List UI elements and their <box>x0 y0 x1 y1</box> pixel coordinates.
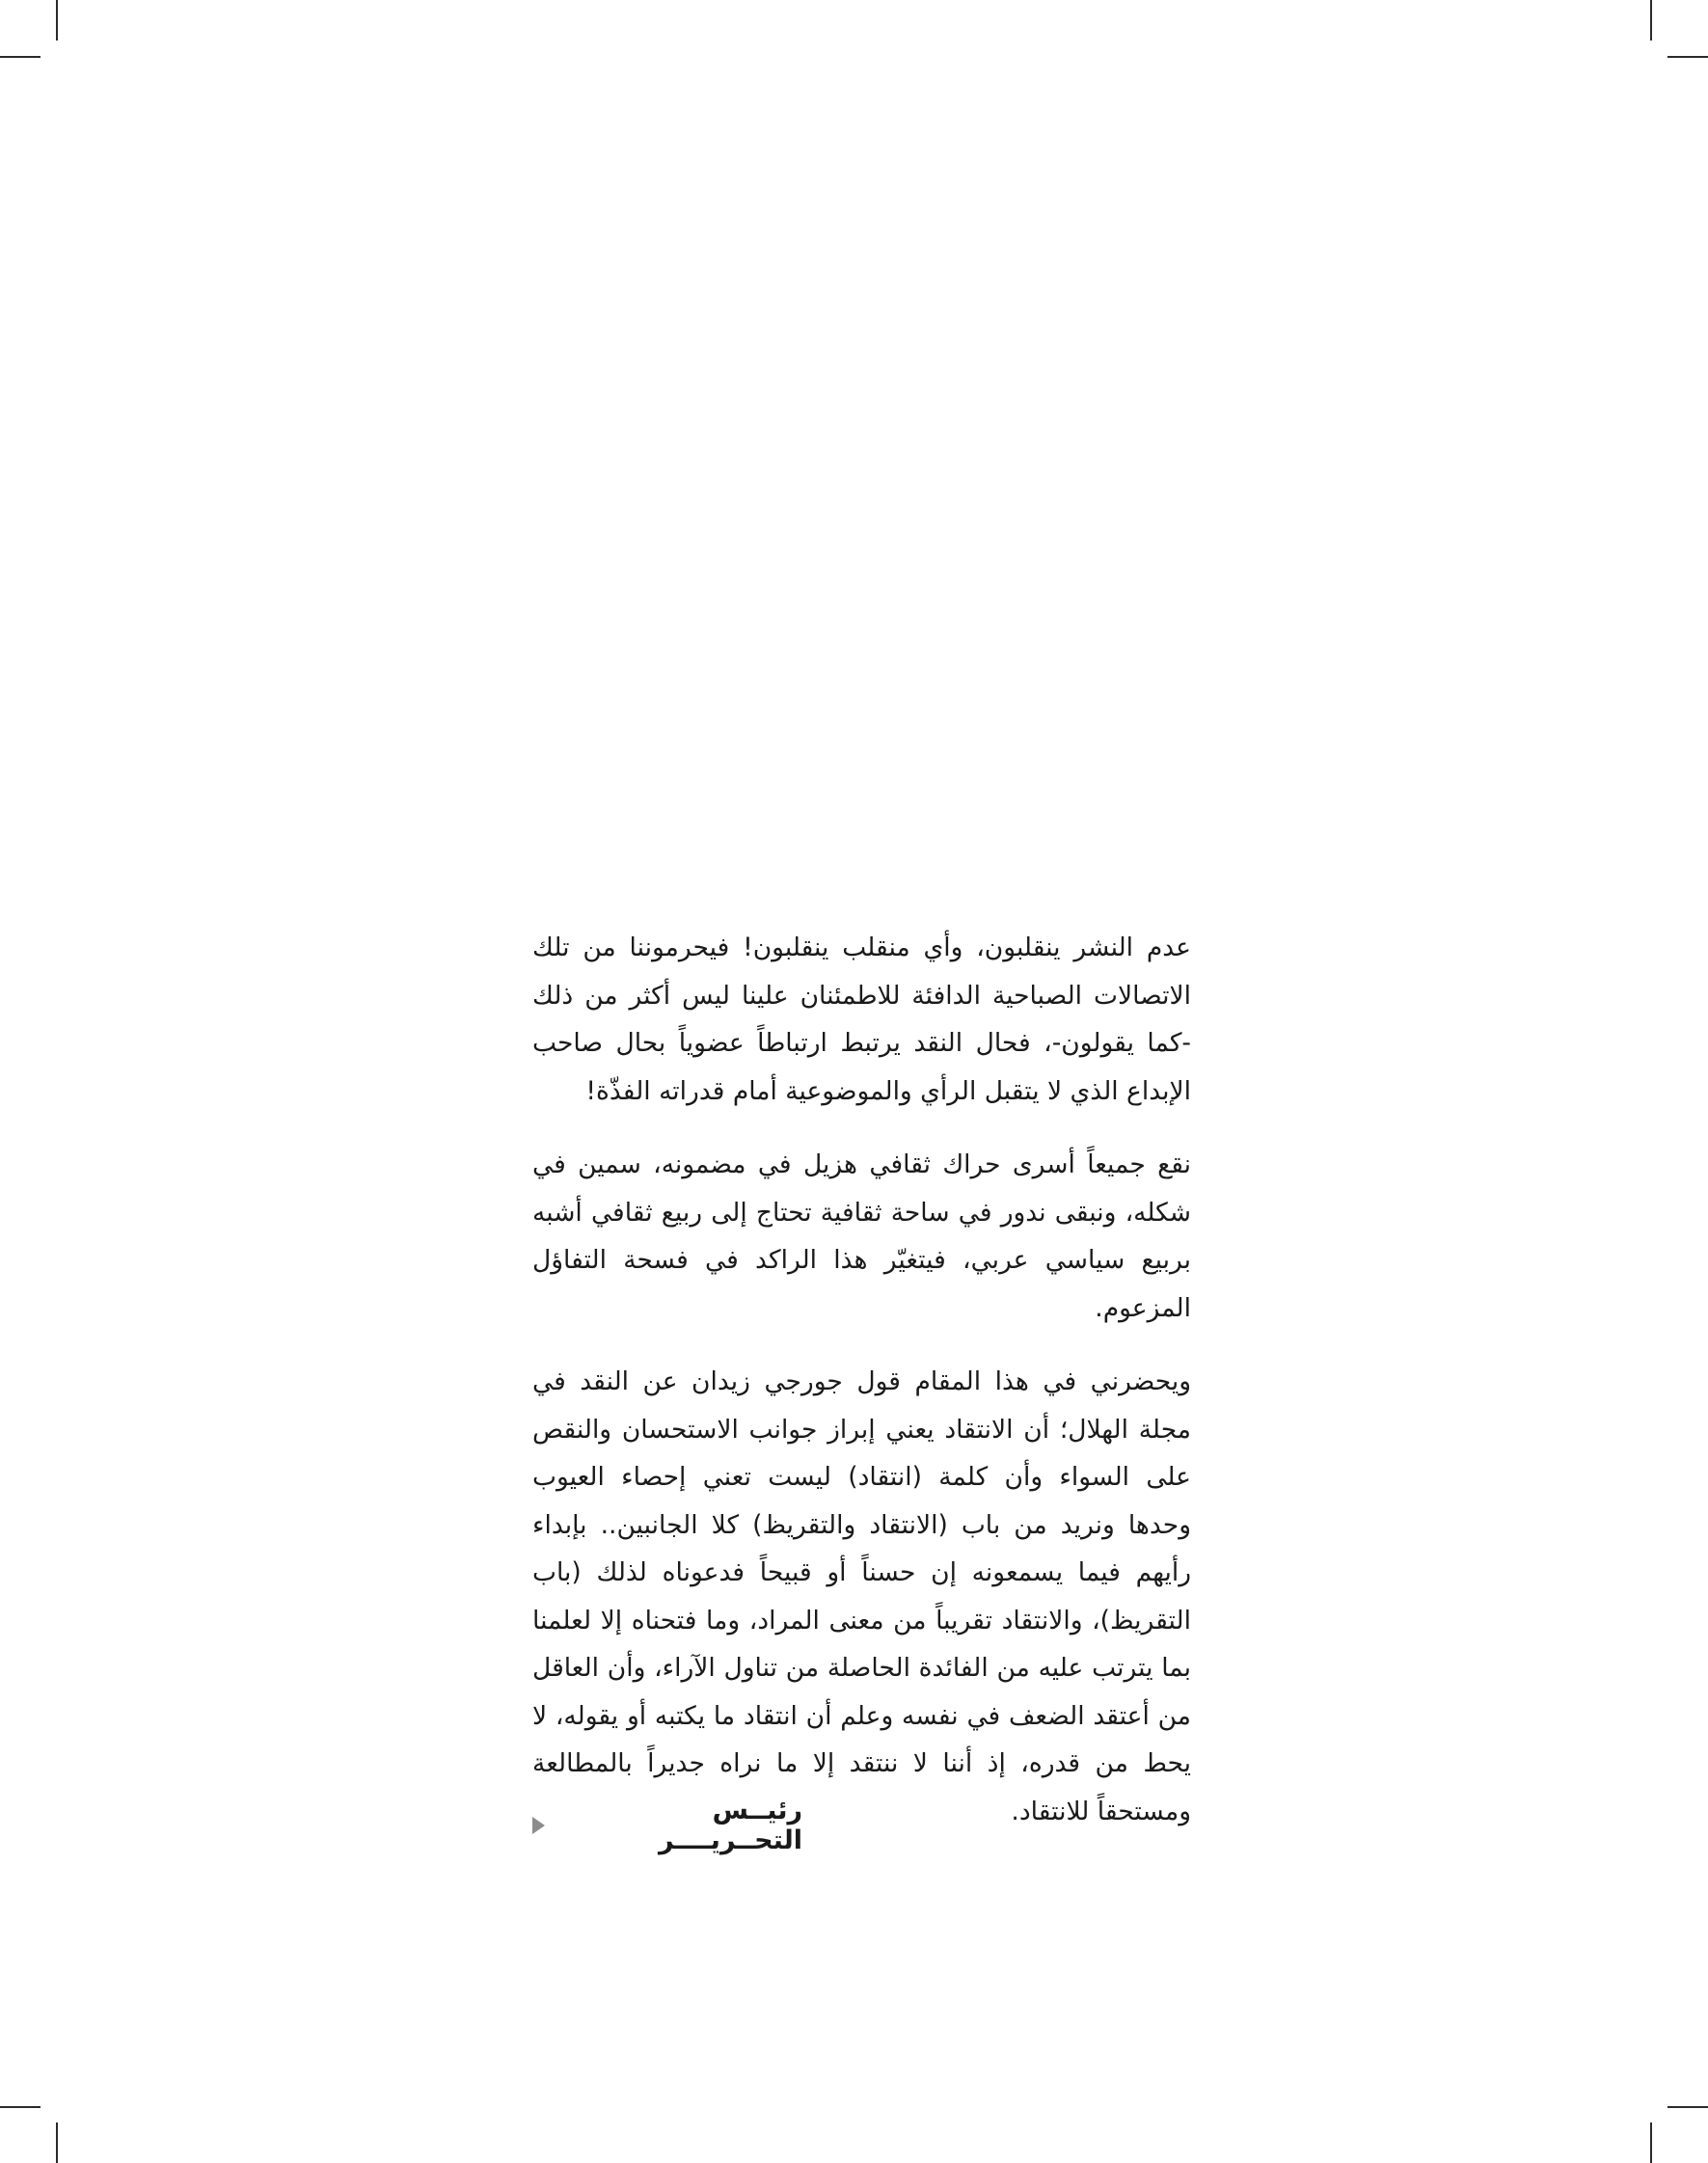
crop-mark-top-right-horizontal <box>1667 56 1708 58</box>
crop-mark-top-left-horizontal <box>0 56 41 58</box>
crop-mark-top-left-vertical <box>56 0 58 41</box>
crop-mark-bottom-left-vertical <box>56 2122 58 2163</box>
paragraph-1: عدم النشر ينقلبون، وأي منقلب ينقلبون! فيحرموننا من تلك الاتصالات الصباحية الدافئة للاطمئنان علينا ليس أكثر من ذلك -كما يقولون-، فحال النقد يرتبط ارتباطاً عضوياً بحال صاحب الإبداع الذي لا يتقبل الرأي والموضوعية أمام قدراته الفذّة! <box>532 933 1191 1106</box>
crop-mark-bottom-left-horizontal <box>0 2106 41 2108</box>
signature-label: رئيــس التحــريــــر <box>659 1796 802 1855</box>
article-body <box>532 924 1191 1835</box>
crop-mark-top-right-vertical <box>1650 0 1652 41</box>
triangle-pointer-icon <box>532 1817 545 1834</box>
signature <box>532 1796 802 1855</box>
paragraph-2: نقع جميعاً أسرى حراك ثقافي هزيل في مضمونه، سمين في شكله، ونبقى ندور في ساحة ثقافية تحتاج إلى ربيع ثقافي أشبه بربيع سياسي عربي، فيتغيّر هذا الراكد في فسحة التفاؤل المزعوم. <box>532 1149 1191 1323</box>
crop-mark-bottom-right-vertical <box>1650 2122 1652 2163</box>
paragraph-3: ويحضرني في هذا المقام قول جورجي زيدان عن النقد في مجلة الهلال؛ أن الانتقاد يعني إبراز جوانب الاستحسان والنقص على السواء وأن كلمة (انتقاد) ليست تعني إحصاء العيوب وحدها ونريد من باب (الانتقاد والتقريظ) كلا الجانبين.. بإبداء رأيهم فيما يسمعونه إن حسناً أو قبيحاً فدعوناه لذلك (باب التقريظ)، والانتقاد تقريباً من معنى المراد، وما فتحناه إلا لعلمنا بما يترتب عليه من الفائدة الحاصلة من تناول الآراء، وأن العاقل من أعتقد الضعف في نفسه وعلم أن انتقاد ما يكتبه أو يقوله، لا يحط من قدره، إذ أننا لا ننتقد إلا ما نراه جديراً بالمطالعة ومستحقاً للانتقاد. <box>532 1366 1191 1826</box>
crop-mark-bottom-right-horizontal <box>1667 2106 1708 2108</box>
